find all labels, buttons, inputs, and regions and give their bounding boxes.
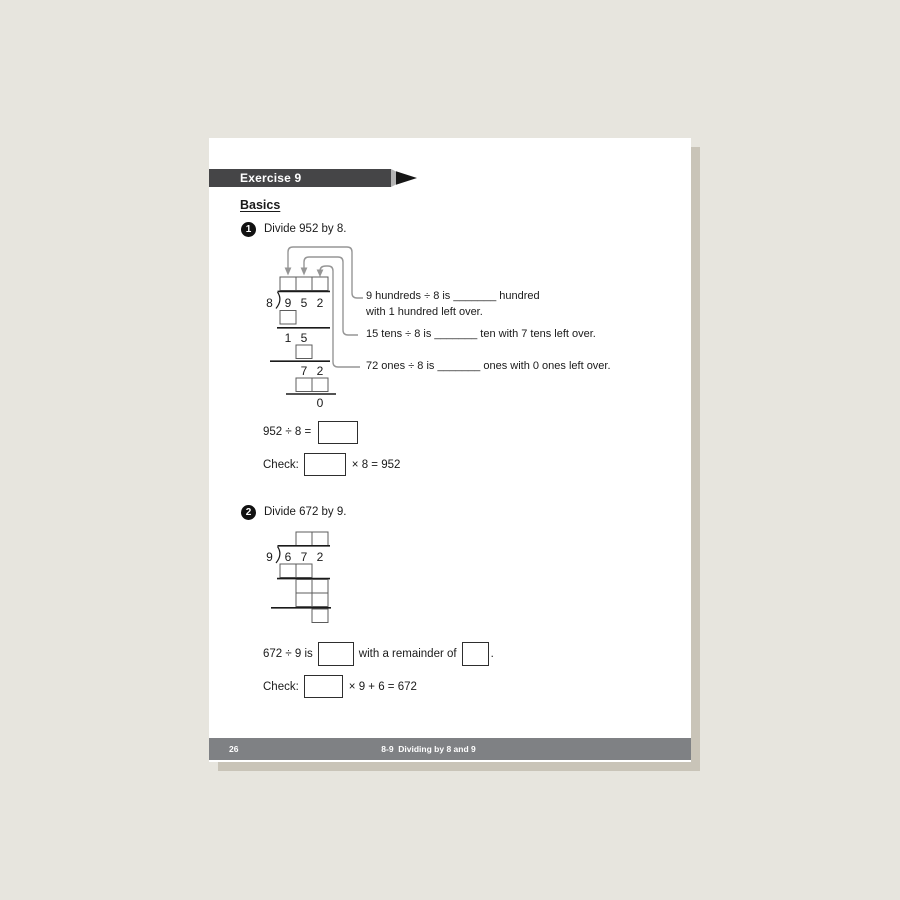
problem2-prompt: Divide 672 by 9. [264,506,347,518]
problem1-check-row [263,452,400,477]
dividend-digit: 7 [300,550,308,564]
work-box[interactable] [312,580,328,594]
annotation-ones: 72 ones ÷ 8 is _______ ones with 0 ones left over. [366,360,611,372]
divisor: 8 [266,296,273,310]
annotation-hundreds-line1: 9 hundreds ÷ 8 is _______ hundred [366,290,540,302]
problem1-head [241,221,346,237]
dividend-digit: 9 [284,296,292,310]
remainder-digit: 0 [316,396,324,410]
dividend-digit: 2 [316,550,324,564]
check-rhs: × 8 = 952 [351,458,401,471]
work-box[interactable] [296,345,312,359]
work-box[interactable] [296,580,312,594]
annotation-tens: 15 tens ÷ 8 is _______ ten with 7 tens left over. [366,328,596,340]
pencil-arrow-icon [391,169,419,187]
problem2-statement-row [263,640,494,667]
footer-bar [209,738,691,760]
division-bracket [276,292,280,309]
down-arrow-icon [301,268,308,276]
work-digit: 5 [300,331,308,345]
answer-box[interactable] [304,453,346,476]
statement-lhs: 672 ÷ 9 is [263,647,313,660]
page-number: 26 [229,744,239,754]
down-arrow-icon [285,268,292,276]
work-box[interactable] [312,378,328,392]
answer-box[interactable] [462,642,489,666]
answer-box[interactable] [318,421,358,444]
work-box[interactable] [296,564,312,578]
exercise-header-bar [209,169,391,187]
equation-lhs: 952 ÷ 8 = [263,426,312,438]
work-digit: 7 [300,364,308,378]
problem2-head [241,504,346,520]
division-diagram-2 [259,528,389,628]
footer-title: 8-9 Dividing by 8 and 9 [381,744,476,754]
dividend-digit: 2 [316,296,324,310]
problem1-number-badge: 1 [241,222,256,237]
work-box[interactable] [296,378,312,392]
quotient-boxes[interactable] [280,277,328,291]
statement-end: . [490,647,494,660]
work-digit: 1 [284,331,292,345]
answer-box[interactable] [318,642,354,666]
check-label: Check: [263,458,299,471]
problem2-number-badge: 2 [241,505,256,520]
work-box[interactable] [296,593,312,607]
work-box[interactable] [312,609,328,623]
statement-mid: with a remainder of [358,647,457,660]
work-box[interactable] [312,593,328,607]
check-rhs: × 9 + 6 = 672 [348,680,417,693]
problem1-equation-row [263,419,358,445]
quotient-boxes[interactable] [296,532,328,546]
work-digit: 2 [316,364,324,378]
division-bracket [276,547,280,564]
workbook-page [209,138,691,762]
check-label: Check: [263,680,299,693]
divisor: 9 [266,550,273,564]
down-arrow-icon [317,270,324,278]
problem1-prompt: Divide 952 by 8. [264,223,347,235]
problem2-check-row [263,674,417,699]
dividend-digit: 6 [284,550,292,564]
answer-box[interactable] [304,675,343,698]
work-box[interactable] [280,311,296,325]
annotation-hundreds-line2: with 1 hundred left over. [366,306,483,318]
work-box[interactable] [280,564,296,578]
exercise-title: Exercise 9 [240,171,302,185]
dividend-digit: 5 [300,296,308,310]
section-heading: Basics [240,198,281,212]
